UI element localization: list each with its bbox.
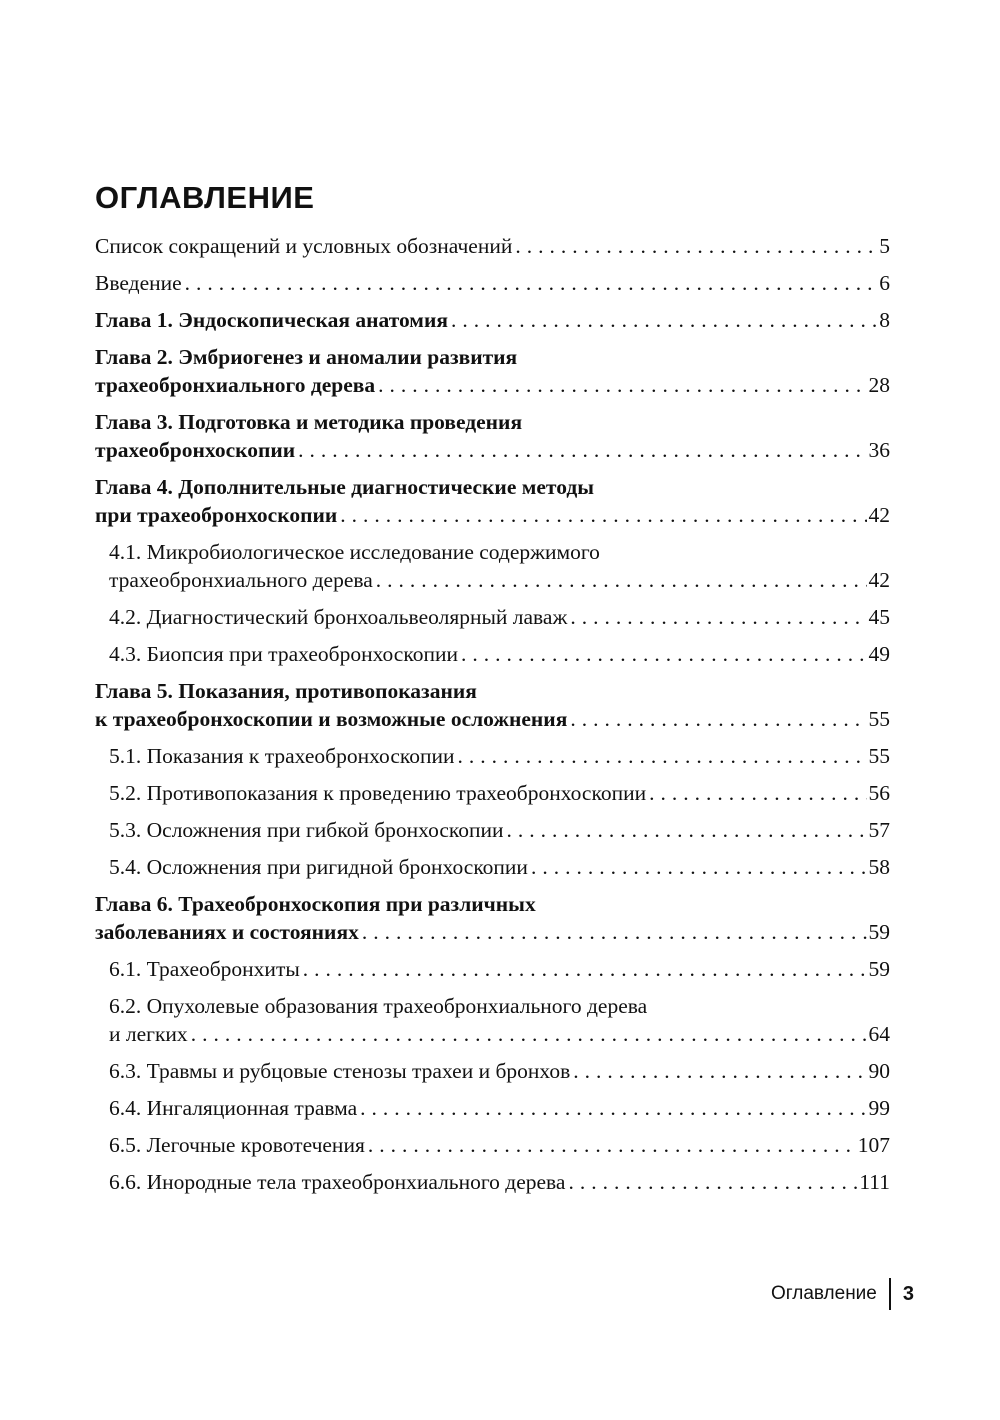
toc-entry-title: трахеобронхиального дерева [109,568,373,592]
toc-entry-title: Список сокращений и условных обозначений [95,234,513,258]
dot-leader [515,232,877,260]
dot-leader [298,436,866,464]
toc-content [95,180,890,1205]
dot-leader [360,1094,866,1122]
toc-entry-title: Глава 1. Эндоскопическая анатомия [95,308,448,332]
toc-entry [95,853,890,881]
toc-entry-page-number: 57 [868,818,890,842]
dot-leader [531,853,867,881]
toc-entry-title: 5.2. Противопоказания к проведению трахеобронхоскопии [109,781,647,805]
footer-divider [889,1278,891,1310]
toc-entry-page-number: 59 [868,957,890,981]
toc-entry [95,1168,890,1196]
toc-entry-last-line [95,232,890,260]
dot-leader [378,371,866,399]
toc-entry [95,816,890,844]
toc-entry [95,343,890,399]
toc-entry [95,538,890,594]
toc-entry-title: к трахеобронхоскопии и возможные осложнения [95,707,568,731]
dot-leader [185,269,878,297]
dot-leader [570,603,866,631]
toc-entry-page-number: 36 [868,438,890,462]
toc-entry-last-line [109,1168,890,1196]
toc-entry-line: Глава 5. Показания, противопоказания [95,679,477,703]
toc-entry-last-line [109,853,890,881]
toc-entry-title: 6.6. Инородные тела трахеобронхиального дерева [109,1170,566,1194]
toc-entry-last-line [109,603,890,631]
toc-entry [95,603,890,631]
toc-entry [95,890,890,946]
toc-entry-last-line [109,779,890,807]
toc-entry-page-number: 90 [868,1059,890,1083]
toc-entry-last-line [95,371,890,399]
toc-entry-last-line [109,566,890,594]
dot-leader [649,779,866,807]
toc-entry-title: 5.3. Осложнения при гибкой бронхоскопии [109,818,504,842]
toc-entry-last-line [95,269,890,297]
toc-entry-title: 6.1. Трахеобронхиты [109,957,300,981]
toc-entry-page-number: 58 [868,855,890,879]
toc-entry-page-number: 59 [868,920,890,944]
toc-entry-last-line [95,705,890,733]
dot-leader [568,1168,857,1196]
toc-entry-last-line [109,742,890,770]
toc-entry-last-line [95,918,890,946]
toc-entry-last-line [109,1057,890,1085]
toc-entry-line: 6.2. Опухолевые образования трахеобронхиального дерева [109,994,648,1018]
toc-entry-last-line [109,1094,890,1122]
toc-entry-page-number: 64 [868,1022,890,1046]
toc-entry-title: трахеобронхиального дерева [95,373,376,397]
toc-entry-page-number: 5 [879,234,890,258]
toc-entry-last-line [109,816,890,844]
toc-entry-title: 5.1. Показания к трахеобронхоскопии [109,744,455,768]
toc-entry-page-number: 8 [879,308,890,332]
dot-leader [507,816,867,844]
toc-entry-line: 4.1. Микробиологическое исследование содержимого [109,540,600,564]
toc-entry-title: заболеваниях и состояниях [95,920,359,944]
toc-entry-line: Глава 6. Трахеобронхоскопия при различных [95,892,536,916]
page-title: ОГЛАВЛЕНИЕ [95,180,315,215]
dot-leader [191,1020,867,1048]
toc-entry-title: Введение [95,271,182,295]
toc-entry-page-number: 56 [868,781,890,805]
toc-entry-title: 6.3. Травмы и рубцовые стенозы трахеи и бронхов [109,1059,571,1083]
toc-entry-page-number: 111 [859,1170,890,1194]
toc-entry-last-line [109,640,890,668]
toc-entry [95,269,890,297]
dot-leader [340,501,866,529]
toc-entry-title: 6.4. Ингаляционная травма [109,1096,358,1120]
toc-entry [95,1094,890,1122]
toc-entry-title: 4.3. Биопсия при трахеобронхоскопии [109,642,458,666]
toc-entry [95,1057,890,1085]
toc-entry-page-number: 42 [868,503,890,527]
dot-leader [573,1057,866,1085]
toc-entry [95,742,890,770]
dot-leader [362,918,867,946]
toc-entry-line: Глава 2. Эмбриогенез и аномалии развития [95,345,518,369]
toc-entry [95,306,890,334]
dot-leader [303,955,867,983]
dot-leader [570,705,866,733]
toc-entry-page-number: 99 [868,1096,890,1120]
toc-entry-last-line [95,306,890,334]
toc-entry-page-number: 49 [868,642,890,666]
toc-entry [95,779,890,807]
toc-entry-line: Глава 4. Дополнительные диагностические методы [95,475,594,499]
toc-entry-line: Глава 3. Подготовка и методика проведения [95,410,523,434]
toc-entry [95,955,890,983]
toc-entry [95,232,890,260]
toc-entry-title: трахеобронхоскопии [95,438,296,462]
toc-entry-title: 5.4. Осложнения при ригидной бронхоскопии [109,855,528,879]
toc-entry [95,992,890,1048]
toc-entry [95,640,890,668]
toc-entry-title: при трахеобронхоскопии [95,503,338,527]
toc-entry-title: и легких [109,1022,188,1046]
toc-list [95,232,890,1196]
toc-entry-page-number: 6 [879,271,890,295]
footer-page-number: 3 [902,1282,914,1305]
toc-entry-last-line [95,501,890,529]
dot-leader [457,742,866,770]
toc-entry-page-number: 45 [868,605,890,629]
dot-leader [461,640,867,668]
dot-leader [451,306,877,334]
toc-entry [95,473,890,529]
toc-entry-last-line [109,1131,890,1159]
toc-entry-page-number: 107 [857,1133,890,1157]
toc-entry-page-number: 55 [868,744,890,768]
dot-leader [368,1131,856,1159]
footer-section-label: Оглавление [770,1283,877,1304]
toc-entry-last-line [95,436,890,464]
toc-entry-last-line [109,955,890,983]
toc-entry [95,408,890,464]
page-footer [771,1278,914,1310]
toc-entry-title: 6.5. Легочные кровотечения [109,1133,365,1157]
toc-entry-title: 4.2. Диагностический бронхоальвеолярный лаваж [109,605,568,629]
toc-entry [95,677,890,733]
toc-entry-page-number: 28 [868,373,890,397]
toc-entry-page-number: 55 [868,707,890,731]
toc-entry-page-number: 42 [868,568,890,592]
dot-leader [376,566,867,594]
toc-entry [95,1131,890,1159]
toc-entry-last-line [109,1020,890,1048]
